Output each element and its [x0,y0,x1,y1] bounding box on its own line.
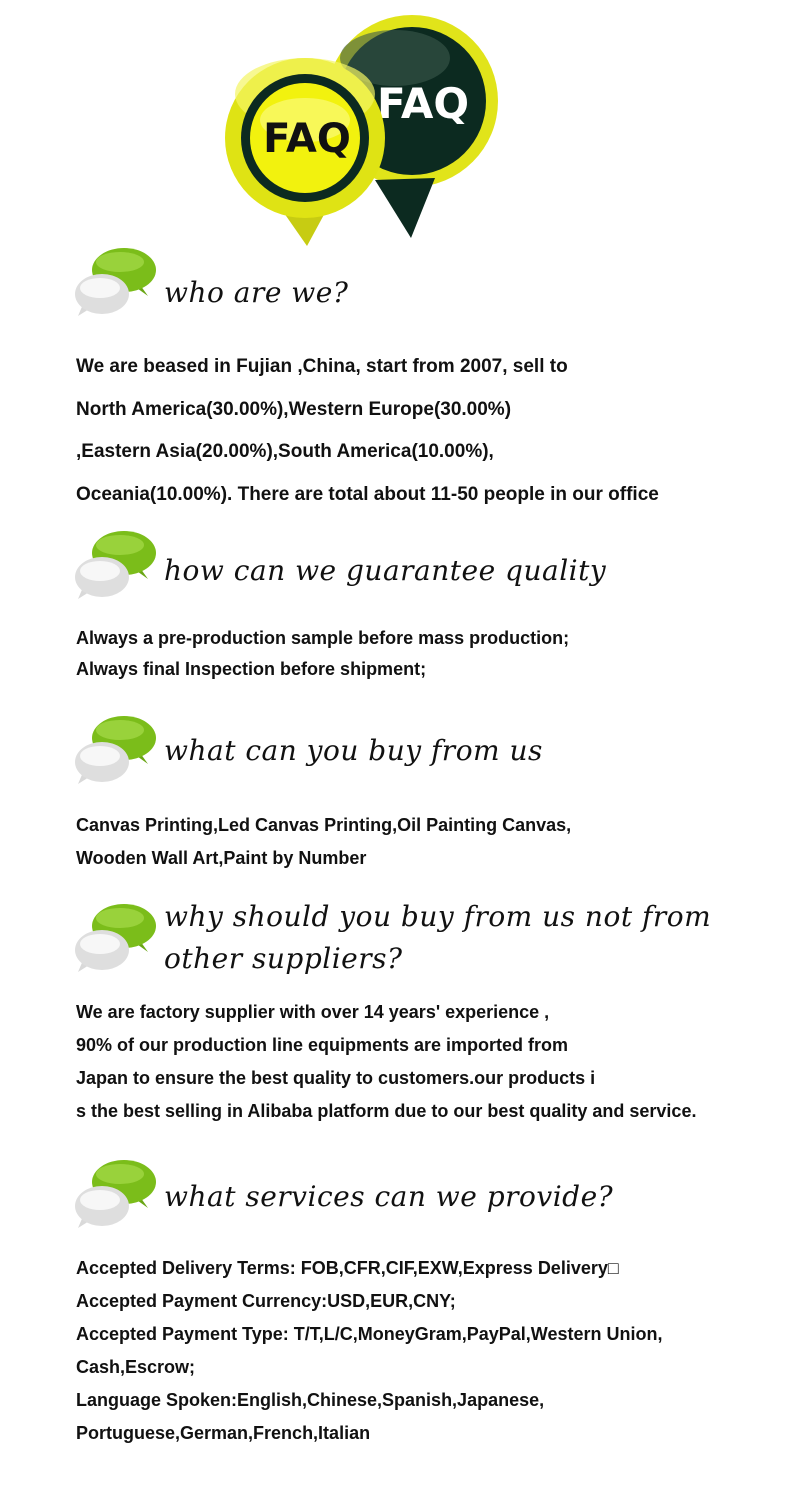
chat-bubbles-icon [74,1158,158,1230]
section-heading: who are we? [164,276,349,309]
section-text: We are factory supplier with over 14 years' experience , 90% of our production line equipments are imported from Japan to ensure the best quality to customers.our products i s the best selling in Alibaba platform due to our best quality and service. [76,1002,697,1121]
section-heading: how can we guarantee quality [164,554,607,587]
chat-bubbles-icon [74,714,158,786]
faq-front-text: FAQ [263,116,351,162]
faq-bubble-front-icon [225,58,385,246]
section-text: Canvas Printing,Led Canvas Printing,Oil Painting Canvas, Wooden Wall Art,Paint by Number [76,815,572,868]
section-text: Always a pre-production sample before mass production; Always final Inspection before shipment; [76,628,570,679]
faq-logo [225,10,505,248]
chat-bubbles-icon [74,902,158,974]
section-heading: what can you buy from us [164,734,543,767]
chat-bubbles-icon [74,246,158,318]
chat-bubbles-icon [74,529,158,601]
faq-back-text: FAQ [376,79,470,128]
section-text: Accepted Delivery Terms: FOB,CFR,CIF,EXW,Express Delivery□ Accepted Payment Currency:USD,EUR,CNY; Accepted Payment Type: T/T,L/C,MoneyGram,PayPal,Western Union, Cash,Escrow; Language Spoken:English,Chinese,Spanish,Japanese, Portuguese,German,French,Italian [76,1258,663,1443]
section-text: We are beased in Fujian ,China, start from 2007, sell to North America(30.00%),Western Europe(30.00%) ,Eastern Asia(20.00%),South America(10.00%), Oceania(10.00%). There are total about 11-50 people in our office [76,356,659,505]
section-heading: what services can we provide? [164,1180,614,1213]
section-heading: why should you buy from us not from other suppliers? [164,900,712,975]
